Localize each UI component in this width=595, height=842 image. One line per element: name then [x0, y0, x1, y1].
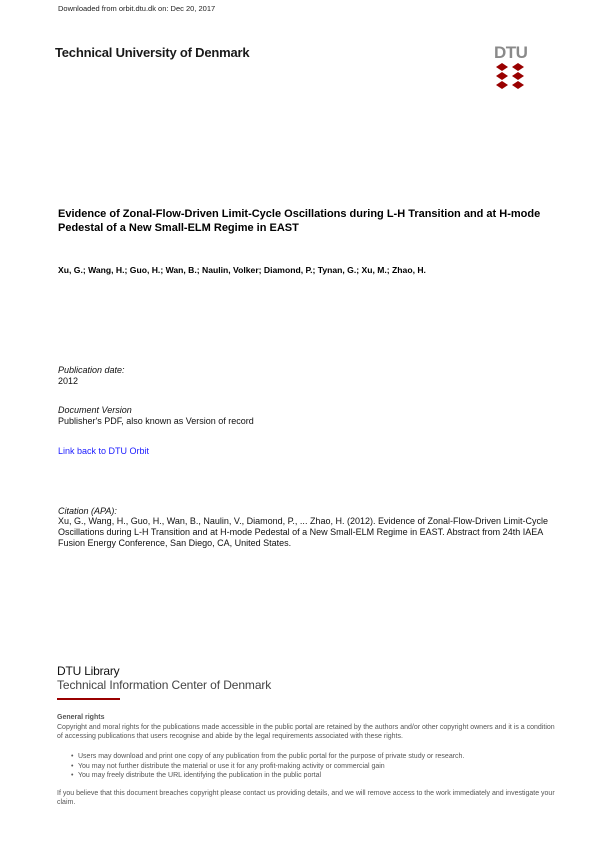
rights-heading: General rights: [57, 714, 105, 721]
paper-title: Evidence of Zonal-Flow-Driven Limit-Cycle Oscillations during L-H Transition and at H-mode Pedestal of a New Small-ELM Regime in EAST: [58, 208, 541, 234]
dtu-logo: [494, 44, 526, 92]
university-name: Technical University of Denmark: [55, 45, 250, 60]
link-back-to-orbit[interactable]: Link back to DTU Orbit: [58, 446, 150, 456]
library-accent-bar: [57, 698, 120, 700]
citation-text: Xu, G., Wang, H., Guo, H., Wan, B., Naulin, V., Diamond, P., ... Zhao, H. (2012). Evidence of Zonal-Flow-Driven Limit-Cycle Oscillations during L-H Transition and at H-mode Pedestal of a New Small-ELM Regime in EAST. Abstract from 24th IAEA Fusion Energy Conference, San Diego, CA, United States.: [58, 516, 549, 548]
list-item: • You may freely distribute the URL identifying the publication in the public portal: [71, 771, 551, 781]
document-version-value: Publisher's PDF, also known as Version of record: [58, 416, 254, 426]
publication-date-value: 2012: [58, 376, 79, 386]
rights-footer: If you believe that this document breaches copyright please contact us providing details, and we will remove access to the work immediately and investigate your claim.: [57, 790, 555, 806]
rights-body: Copyright and moral rights for the publications made accessible in the public portal are retained by the authors and/or other copyright owners and it is a condition of accessing publications that users recognise and abide by the legal requirements associated with these rights.: [57, 724, 555, 740]
library-name: DTU Library: [57, 664, 120, 678]
download-note: Downloaded from orbit.dtu.dk on: Dec 20, 2017: [58, 4, 216, 13]
dtu-logo-letters: DTU: [494, 43, 528, 62]
document-version-label: Document Version: [58, 405, 132, 415]
library-subtitle: Technical Information Center of Denmark: [57, 678, 272, 692]
list-item: • Users may download and print one copy of any publication from the public portal for the purpose of private study or research.: [71, 752, 551, 762]
publication-date-label: Publication date:: [58, 365, 125, 375]
dtu-logo-mark-icon: [494, 62, 526, 90]
list-item: • You may not further distribute the material or use it for any profit-making activity or commercial gain: [71, 762, 551, 772]
author-list: Xu, G.; Wang, H.; Guo, H.; Wan, B.; Naulin, Volker; Diamond, P.; Tynan, G.; Xu, M.; Zhao, H.: [58, 265, 426, 275]
rights-list: [71, 752, 551, 781]
citation-label: Citation (APA):: [58, 506, 117, 516]
